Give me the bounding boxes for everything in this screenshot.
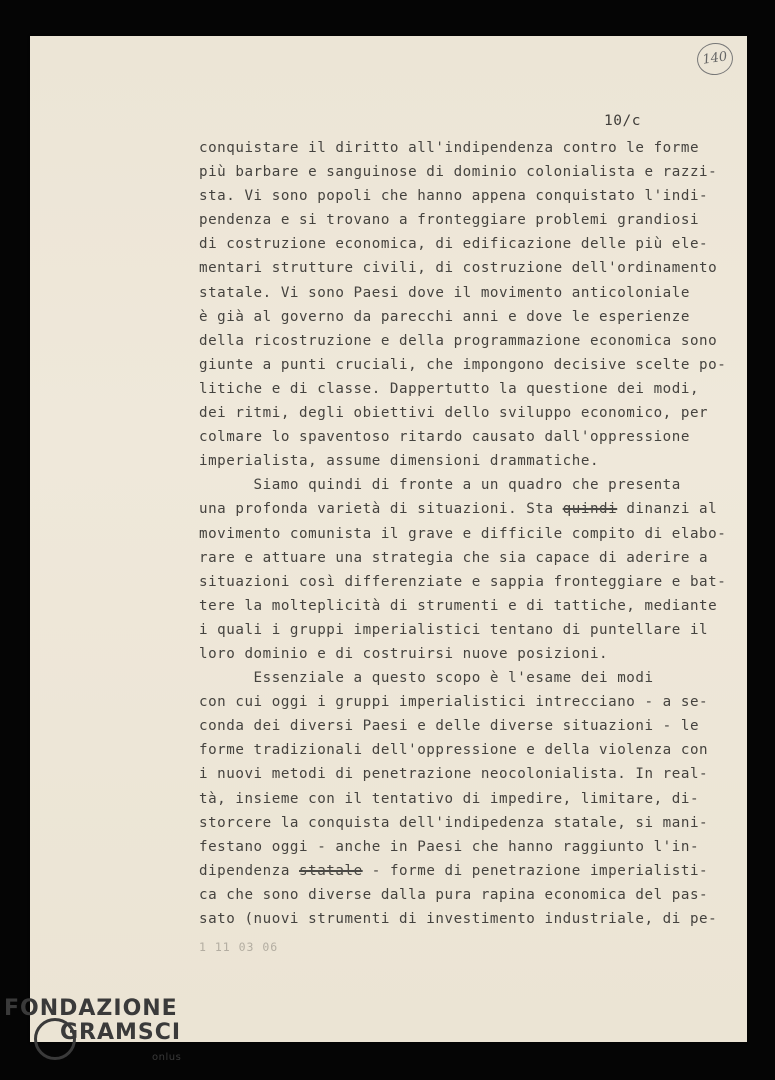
logo-line-fondazione: FONDAZIONE xyxy=(4,996,178,1021)
text-line xyxy=(199,497,718,521)
text-line-segment: loro dominio e di costruirsi nuove posizioni. xyxy=(199,645,609,662)
text-line xyxy=(199,522,727,546)
text-line-segment: festano oggi - anche in Paesi che hanno raggiunto l'in- xyxy=(199,838,700,855)
text-line xyxy=(199,714,699,738)
text-line xyxy=(199,618,709,642)
text-line-segment: più barbare e sanguinose di dominio colonialista e razzi- xyxy=(199,164,718,181)
text-line-segment: dinanzi al xyxy=(617,501,718,518)
text-line xyxy=(199,859,709,883)
text-line-segment: ca che sono diverse dalla pura rapina economica del pas- xyxy=(199,886,709,903)
text-line xyxy=(199,232,709,256)
logo-line-onlus: onlus xyxy=(152,1052,182,1063)
text-line-segment: giunte a punti cruciali, che impongono decisive scelte po- xyxy=(199,356,727,373)
page-number: 10/c xyxy=(604,113,641,129)
archive-stamp: 1 11 03 06 xyxy=(199,940,279,954)
text-line xyxy=(199,787,699,811)
text-line-segment: tà, insieme con il tentativo di impedire, limitare, di- xyxy=(199,790,700,807)
text-line-segment: litiche e di classe. Dappertutto la questione dei modi, xyxy=(199,380,700,397)
text-line-segment: statale. Vi sono Paesi dove il movimento anticoloniale xyxy=(199,284,690,301)
text-line xyxy=(199,835,699,859)
text-line-segment: mentari strutture civili, di costruzione dell'ordinamento xyxy=(199,260,718,277)
text-line-segment: Essenziale a questo scopo è l'esame dei modi xyxy=(199,670,654,687)
text-line-segment: Siamo quindi di fronte a un quadro che presenta xyxy=(199,477,681,494)
fondazione-gramsci-logo xyxy=(4,996,182,1063)
text-line xyxy=(199,594,718,618)
text-line xyxy=(199,811,709,835)
text-line xyxy=(199,762,709,786)
text-line xyxy=(199,907,718,931)
text-line-segment: dei ritmi, degli obiettivi dello sviluppo economico, per xyxy=(199,405,709,422)
text-line-segment: i quali i gruppi imperialistici tentano di puntellare il xyxy=(199,621,709,638)
text-line-segment: - forme di penetrazione imperialisti- xyxy=(362,862,709,879)
text-line xyxy=(199,329,718,353)
text-line-segment: è già al governo da parecchi anni e dove le esperienze xyxy=(199,308,690,325)
text-line-segment: imperialista, assume dimensioni drammatiche. xyxy=(199,453,600,470)
text-line-segment: con cui oggi i gruppi imperialistici intrecciano - a se- xyxy=(199,694,709,711)
text-line xyxy=(199,353,727,377)
text-line xyxy=(199,570,727,594)
text-line-segment: della ricostruzione e della programmazione economica sono xyxy=(199,332,718,349)
text-line xyxy=(199,738,709,762)
struck-word: statale xyxy=(299,862,363,879)
text-line xyxy=(199,546,709,570)
text-line-segment: movimento comunista il grave e difficile compito di elabo- xyxy=(199,525,727,542)
text-line-segment: tere la molteplicità di strumenti e di tattiche, mediante xyxy=(199,597,718,614)
text-line xyxy=(199,281,699,305)
text-line xyxy=(199,160,718,184)
text-line xyxy=(199,208,699,232)
text-line-segment: pendenza e si trovano a fronteggiare problemi grandiosi xyxy=(199,212,700,229)
text-line xyxy=(199,184,709,208)
logo-line-gramsci: GRAMSCI xyxy=(60,1020,182,1045)
text-line-segment: una profonda varietà di situazioni. Sta xyxy=(199,501,563,518)
archive-number-stamp: 140 xyxy=(695,41,735,78)
text-line xyxy=(199,449,699,473)
text-line-segment: dipendenza xyxy=(199,862,300,879)
text-line-segment: sta. Vi sono popoli che hanno appena conquistato l'indi- xyxy=(199,188,709,205)
struck-word: quindi xyxy=(562,501,618,518)
text-line-segment: rare e attuare una strategia che sia capace di aderire a xyxy=(199,549,709,566)
text-line-segment: i nuovi metodi di penetrazione neocolonialista. In real- xyxy=(199,766,709,783)
text-line-segment: storcere la conquista dell'indipedenza statale, si mani- xyxy=(199,814,709,831)
text-line-segment: situazioni così differenziate e sappia fronteggiare e bat- xyxy=(199,573,727,590)
text-line xyxy=(199,473,699,497)
text-line xyxy=(199,401,709,425)
text-line xyxy=(199,690,709,714)
text-line-segment: di costruzione economica, di edificazione delle più ele- xyxy=(199,236,709,253)
text-line xyxy=(199,377,699,401)
text-line xyxy=(199,883,709,907)
text-line-segment: conquistare il diritto all'indipendenza contro le forme xyxy=(199,140,700,156)
typewritten-text xyxy=(199,136,727,931)
text-line xyxy=(199,305,699,329)
text-line xyxy=(199,136,699,160)
text-line-segment: sato (nuovi strumenti di investimento industriale, di pe- xyxy=(199,911,718,927)
text-line xyxy=(199,425,699,449)
text-line xyxy=(199,642,699,666)
text-line-segment: forme tradizionali dell'oppressione e della violenza con xyxy=(199,742,709,759)
text-line xyxy=(199,666,699,690)
text-line-segment: conda dei diversi Paesi e delle diverse situazioni - le xyxy=(199,718,700,735)
text-line xyxy=(199,256,718,280)
text-line-segment: colmare lo spaventoso ritardo causato dall'oppressione xyxy=(199,429,690,446)
